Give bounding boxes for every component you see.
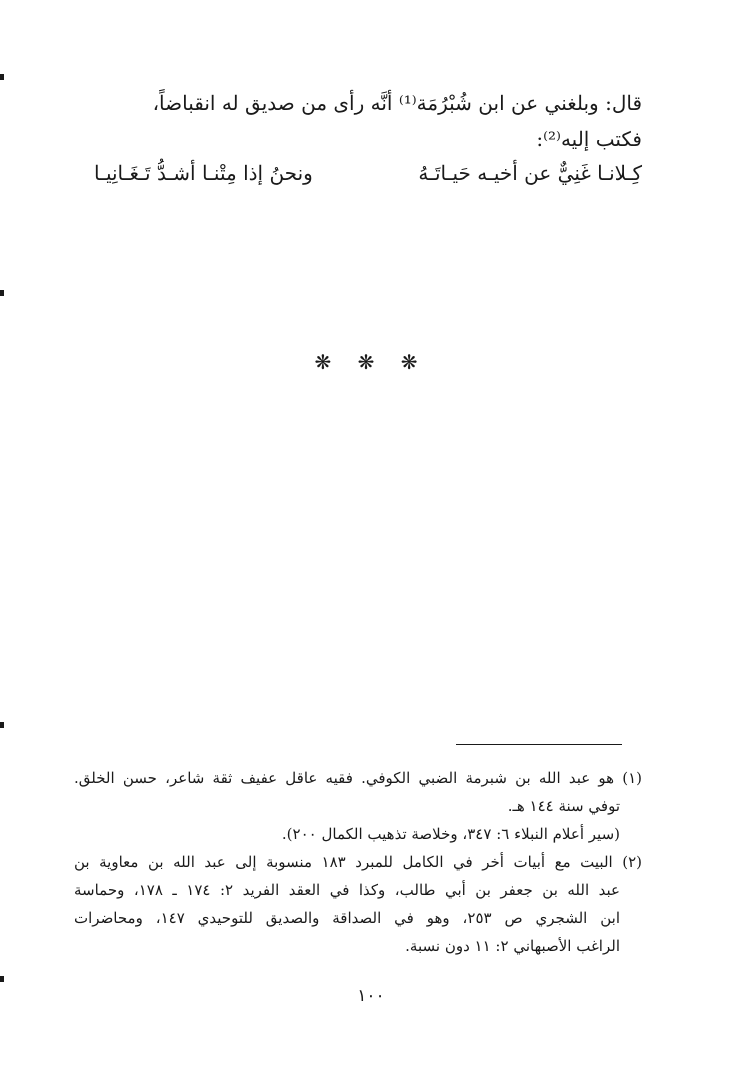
footnote-1-line-1: (١) هو عبد الله بن شبرمة الضبي الكوفي. فقيه عاقل عفيف ثقة شاعر، حسن الخلق. [74, 769, 642, 787]
footnotes-block [74, 764, 642, 960]
footnote-1-line-3: (سير أعلام النبلاء ٦: ٣٤٧، وخلاصة تذهيب الكمال ٢٠٠). [281, 825, 620, 843]
poetry-verse [94, 158, 642, 188]
scan-edge-mark [0, 290, 4, 296]
section-separator-stars: ❋ ❋ ❋ [314, 350, 428, 374]
scan-edge-mark [0, 722, 4, 728]
scan-edge-mark [0, 74, 4, 80]
body-text-line-2: فكتب إليه⁽²⁾: [536, 127, 642, 151]
scan-edge-mark [0, 976, 4, 982]
page-number: ١٠٠ [357, 986, 385, 1006]
body-text-line-1: قال: وبلغني عن ابن شُبْرُمَة⁽¹⁾ أنَّه رأى من صديق له انقباضاً، [152, 91, 642, 115]
footnote-2-line-1: (٢) البيت مع أبيات أخر في الكامل للمبرد ١٨٣ منسوبة إلى عبد الله بن معاوية بن [74, 853, 643, 871]
footnote-2-line-3: ابن الشجري ص ٢٥٣، وهو في الصداقة والصديق للتوحيدي ١٤٧، ومحاضرات [74, 909, 620, 927]
footnote-divider [456, 744, 622, 745]
footnote-2-line-2: عبد الله بن جعفر بن أبي طالب، وكذا في العقد الفريد ٢: ١٧٤ ـ ١٧٨، وحماسة [74, 881, 620, 899]
footnote-1-line-2: توفي سنة ١٤٤ هـ. [507, 797, 620, 815]
verse-first-hemistich: كِـلانـا غَنِيٌّ عن أخيـه حَيـاتَـهُ [418, 161, 642, 185]
footnote-2-line-4: الراغب الأصبهاني ٢: ١١ دون نسبة. [405, 937, 620, 955]
verse-second-hemistich: ونحنُ إذا مِتْنـا أشـدُّ تَـغَـانِيـا [94, 161, 313, 185]
